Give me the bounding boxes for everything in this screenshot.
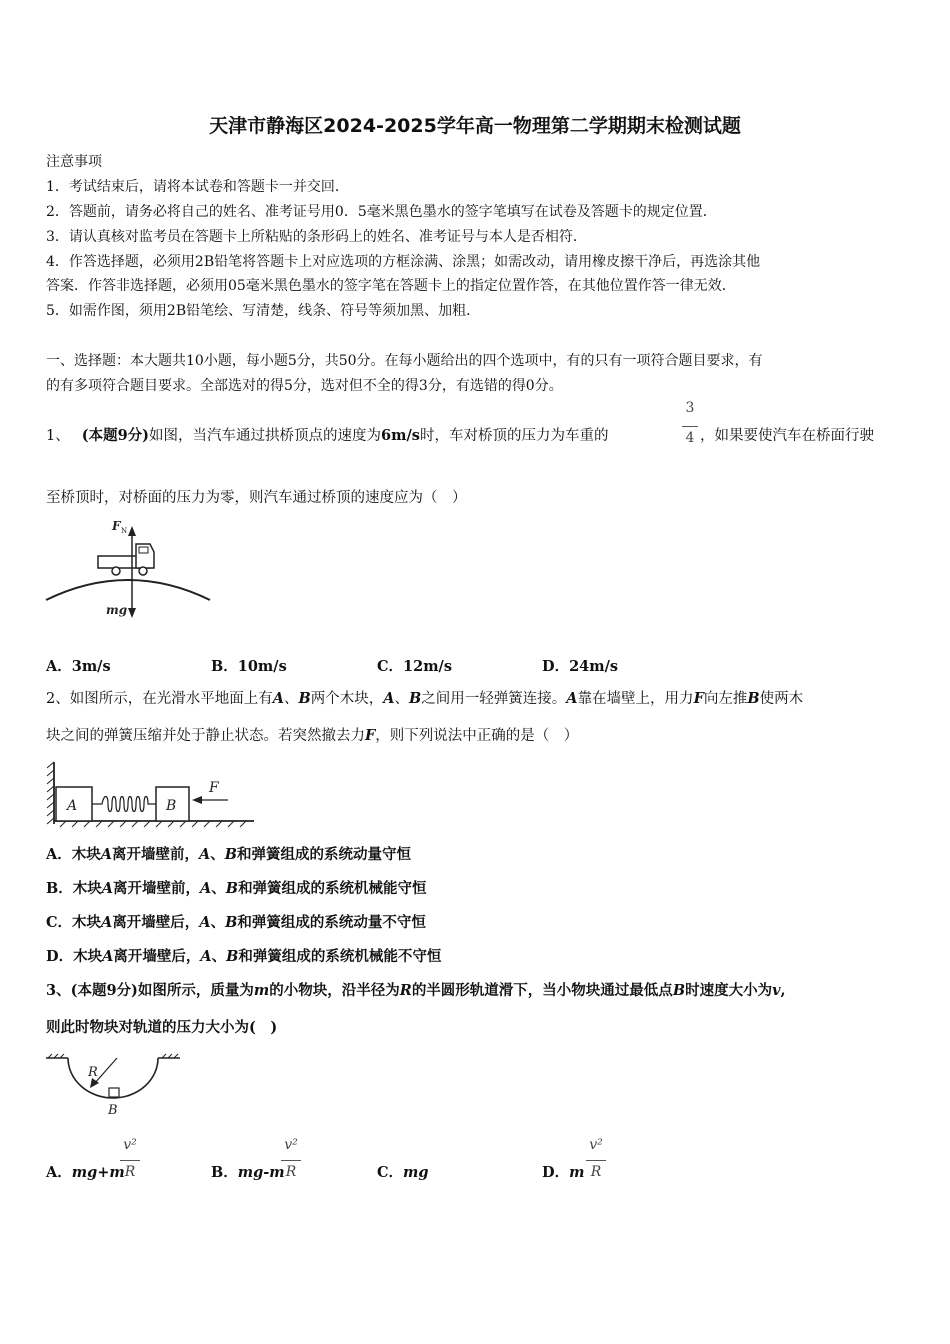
notice-item-4: 4．作答选择题，必须用2B铅笔将答题卡上对应选项的方框涂满、涂黑；如需改动，请用橡皮擦干净后，再选涂其他 <box>46 254 761 270</box>
q1-fraction-num: 3 <box>685 400 695 416</box>
q3-var-b: B <box>672 982 686 999</box>
track-right-ground <box>158 1054 180 1058</box>
q3-line-2: 则此时物块对轨道的压力大小为( ) <box>46 1019 278 1036</box>
q3-opt-d-expr: m <box>569 1164 585 1181</box>
q2-var-f-2: F <box>365 727 376 744</box>
q2-opt-a-sep: 、 <box>210 846 225 863</box>
q1-number: 1、 <box>46 428 70 444</box>
notice-item-4-cont: 答案．作答非选择题，必须用05毫米黑色墨水的签字笔在答题卡上的指定位置作答，在其他位置作答一律无效． <box>46 278 736 294</box>
q2-var-a-2: A <box>383 690 395 707</box>
spring-coil <box>92 797 156 812</box>
q3-opt-d-num: v² <box>589 1137 603 1153</box>
q3-opt-a-den: R <box>124 1164 136 1180</box>
q1-text-b: 时，车对桥顶的压力为车重的 <box>419 428 609 444</box>
wall-hatch <box>47 762 54 824</box>
q1-score: (本题9分) <box>81 427 150 444</box>
q1-text-a: 如图，当汽车通过拱桥顶点的速度为 <box>149 428 382 444</box>
q2-opt-a-pre: A．木块 <box>46 846 101 863</box>
block-b-label: B <box>166 798 177 814</box>
floor-hatch <box>54 821 254 827</box>
q2-opt-d-sep: 、 <box>211 948 227 965</box>
q2-opt-b-var2: A <box>200 880 212 897</box>
q3-opt-a-num: v² <box>123 1137 137 1153</box>
q2-opt-a-post: 和弹簧组成的系统动量守恒 <box>237 846 412 863</box>
q2-text-a: 2、如图所示，在光滑水平地面上有 <box>46 691 273 707</box>
section-line-2: 的有多项符合题目要求。全部选对的得5分，选对但不全的得3分，有选错的得0分。 <box>46 378 563 394</box>
q2-opt-c-pre: C．木块 <box>46 914 102 931</box>
q2-opt-b-var1: A <box>101 880 114 897</box>
q1-option-c[interactable]: C．12m/s <box>377 658 453 675</box>
q3-option-a[interactable] <box>46 1163 125 1183</box>
q2-text-g: 块之间的弹簧压缩并处于静止状态。若突然撤去力 <box>46 728 365 744</box>
q2-text-f: 使两木 <box>759 691 804 707</box>
mg-arrowhead <box>128 608 136 618</box>
q1-speed: 6m/s <box>381 427 420 444</box>
track-left-ground <box>46 1054 68 1058</box>
notice-item-5: 5．如需作图，须用2B铅笔绘、写清楚，线条、符号等须加黑、加粗． <box>46 303 481 319</box>
q3-opt-b-label: B． <box>211 1164 238 1181</box>
radius-label: R <box>88 1065 98 1080</box>
q2-opt-a-var3: B <box>224 846 238 863</box>
q2-opt-d-var2: A <box>200 948 212 965</box>
q1-option-d[interactable]: D．24m/s <box>542 658 619 675</box>
notice-item-2: 2．答题前，请务必将自己的姓名、准考证号用0．5毫米黑色墨水的签字笔填写在试卷及答题卡的规定位置． <box>46 204 717 220</box>
q2-sep-1: 、 <box>284 691 299 707</box>
q3-opt-a-expr: mg+m <box>71 1164 125 1181</box>
point-b-label: B <box>108 1103 118 1118</box>
q2-opt-b-sep: 、 <box>211 880 226 897</box>
fn-label-sub: N <box>121 527 128 535</box>
q3-opt-b-num: v² <box>284 1137 298 1153</box>
q3-text-b: 的小物块，沿半径为 <box>269 982 400 999</box>
q3-option-d[interactable] <box>542 1163 584 1183</box>
q2-opt-b-post: 和弹簧组成的系统机械能守恒 <box>238 880 427 897</box>
q3-text-c: 的半圆形轨道滑下，当小物块通过最低点 <box>411 982 673 999</box>
q3-opt-d-den: R <box>590 1164 602 1180</box>
q2-text-e: 向左推 <box>703 691 748 707</box>
q2-opt-c-mid: 离开墙壁后， <box>112 914 200 931</box>
q3-opt-a-label: A． <box>46 1164 72 1181</box>
q2-opt-c-var2: A <box>199 914 211 931</box>
notice-heading: 注意事项 <box>46 154 102 170</box>
q2-line-2 <box>46 726 578 746</box>
q2-opt-b-pre: B．木块 <box>46 880 102 897</box>
q2-opt-c-var1: A <box>101 914 113 931</box>
q3-var-m: m <box>253 982 270 999</box>
force-label: F <box>209 780 219 796</box>
q2-opt-d-post: 和弹簧组成的系统机械能不守恒 <box>238 948 442 965</box>
q2-opt-c-var3: B <box>225 914 238 931</box>
q2-text-h: ，则下列说法中正确的是（ ） <box>375 728 579 744</box>
q3-opt-d-fraction <box>586 1137 606 1187</box>
q2-text-b: 两个木块， <box>310 691 384 707</box>
q3-opt-a-fraction <box>120 1137 140 1187</box>
q3-opt-d-bar <box>586 1160 606 1161</box>
q1-figure-bridge <box>44 518 212 626</box>
q2-var-f: F <box>693 690 704 707</box>
notice-item-3: 3．请认真核对监考员在答题卡上所粘贴的条形码上的姓名、准考证号与本人是否相符． <box>46 229 587 245</box>
q2-opt-a-var2: A <box>199 846 211 863</box>
q2-opt-b-var3: B <box>225 880 239 897</box>
mg-label: mg <box>106 603 128 617</box>
q2-var-a: A <box>272 690 284 707</box>
q1-line-1 <box>46 426 608 446</box>
q2-opt-c-post: 和弹簧组成的系统动量不守恒 <box>237 914 426 931</box>
block-a-label: A <box>67 798 78 814</box>
q3-text-e: , <box>780 982 786 999</box>
q2-option-a[interactable] <box>46 845 411 865</box>
q3-opt-b-fraction <box>281 1137 301 1187</box>
fn-arrowhead <box>128 526 136 536</box>
q3-opt-c-expr: mg <box>403 1164 429 1181</box>
q3-option-c[interactable] <box>377 1163 429 1183</box>
q2-opt-a-mid: 离开墙壁前， <box>112 846 200 863</box>
force-arrowhead <box>192 796 202 804</box>
q2-opt-d-var3: B <box>226 948 239 965</box>
q3-option-b[interactable] <box>211 1163 285 1183</box>
q1-fraction <box>682 400 698 452</box>
q1-fraction-den: 4 <box>685 430 695 446</box>
q3-text-d: 时速度大小为 <box>685 982 773 999</box>
q2-var-b-3: B <box>747 690 760 707</box>
q3-opt-c-label: C． <box>377 1164 404 1181</box>
q3-opt-b-bar <box>281 1160 301 1161</box>
q1-option-b[interactable]: B．10m/s <box>211 658 287 675</box>
bridge-arc <box>46 580 210 600</box>
fn-label: F <box>112 519 121 533</box>
q2-opt-d-mid: 离开墙壁后， <box>113 948 201 965</box>
q1-option-a[interactable]: A．3m/s <box>46 658 111 675</box>
q2-opt-b-mid: 离开墙壁前， <box>113 880 201 897</box>
q3-var-r: R <box>399 982 412 999</box>
q2-line-1 <box>46 689 803 709</box>
q2-opt-a-var1: A <box>100 846 113 863</box>
q3-opt-b-den: R <box>285 1164 297 1180</box>
q2-var-b: B <box>298 690 311 707</box>
q1-line-2: 至桥顶时，对桥面的压力为零，则汽车通过桥顶的速度应为（ ） <box>46 490 467 506</box>
q2-option-d[interactable] <box>46 947 441 967</box>
truck-icon <box>98 544 154 575</box>
q2-opt-d-var1: A <box>102 948 114 965</box>
q3-var-v: v <box>772 982 781 999</box>
q1-fraction-bar <box>682 426 698 427</box>
q2-var-a-3: A <box>566 690 578 707</box>
q3-figure-track <box>44 1050 184 1120</box>
q2-text-c: 之间用一轻弹簧连接。 <box>421 691 567 707</box>
page-title: 天津市静海区2024-2025学年高一物理第二学期期末检测试题 <box>209 115 741 137</box>
q2-sep-2: 、 <box>394 691 410 707</box>
q1-text-c: ，如果要使汽车在桥面行驶 <box>700 428 874 444</box>
q3-opt-b-expr: mg-m <box>237 1164 285 1181</box>
q3-opt-a-bar <box>120 1160 140 1161</box>
q2-var-b-2: B <box>409 690 422 707</box>
section-line-1: 一、选择题：本大题共10小题，每小题5分，共50分。在每小题给出的四个选项中，有的只有一项符合题目要求，有 <box>46 353 763 369</box>
small-block <box>109 1088 119 1097</box>
q3-line-1 <box>46 981 786 1001</box>
q2-opt-d-pre: D．木块 <box>46 948 103 965</box>
q3-opt-d-label: D． <box>542 1164 570 1181</box>
q2-option-b[interactable] <box>46 879 427 899</box>
q2-option-c[interactable] <box>46 913 426 933</box>
q2-text-d: 靠在墙壁上，用力 <box>577 691 694 707</box>
notice-item-1: 1．考试结束后，请将本试卷和答题卡一并交回． <box>46 179 349 195</box>
q2-opt-c-sep: 、 <box>210 914 226 931</box>
q3-text-a: 3、(本题9分)如图所示，质量为 <box>46 982 254 999</box>
q2-figure-spring <box>44 758 258 830</box>
